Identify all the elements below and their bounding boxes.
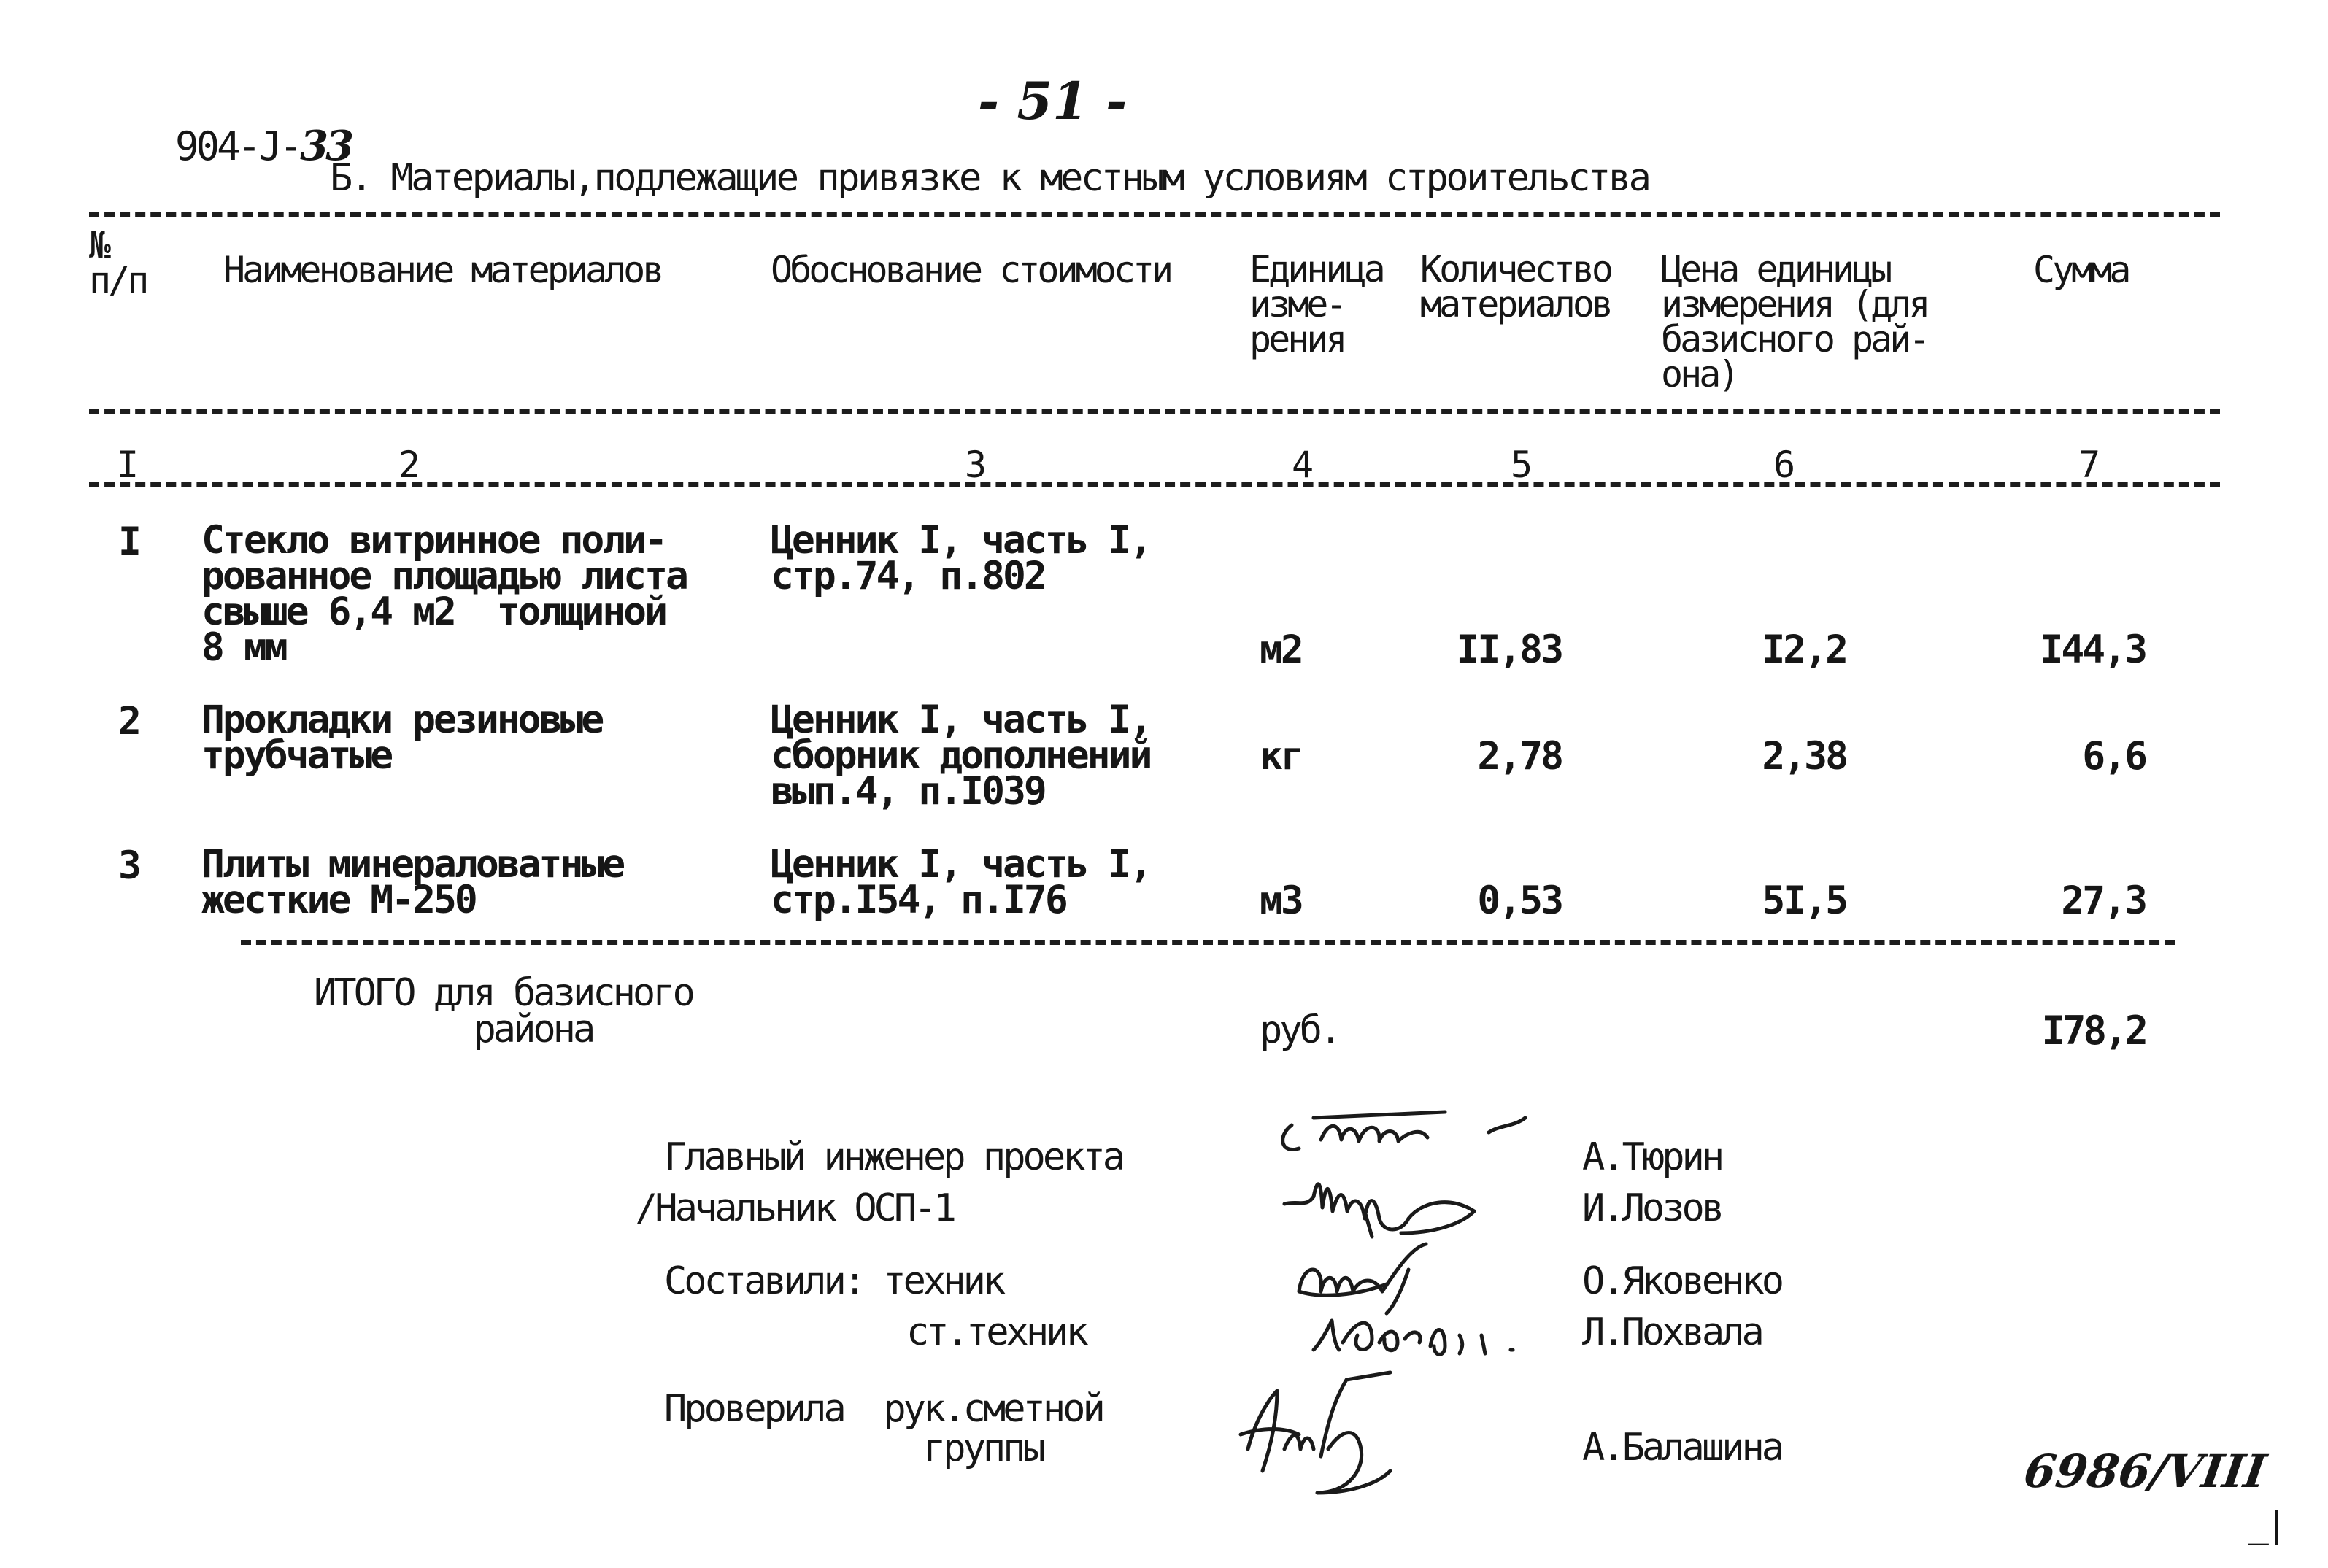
signatory-name: И.Лозов	[1582, 1186, 1722, 1230]
sum: I44,3	[2040, 627, 2146, 672]
section-title: Б. Материалы,подлежащие привязке к местным условиям строительства	[330, 156, 1649, 200]
cost-basis: Ценник I, часть I, стр.I54, п.I76	[771, 842, 1151, 922]
signatory-role: Составили: техник	[664, 1259, 1003, 1303]
doc-code	[92, 86, 351, 206]
col-number-6: 6	[1773, 444, 1793, 486]
col-number-1: I	[117, 444, 136, 486]
signatory-name: Л.Похвала	[1582, 1310, 1762, 1354]
quantity: 0,53	[1477, 878, 1562, 923]
col-number-5: 5	[1511, 444, 1530, 486]
col-header-quantity: Количество материалов	[1420, 248, 1611, 325]
quantity: II,83	[1456, 627, 1562, 672]
signatory-role: ст.техник	[906, 1310, 1086, 1354]
total-label: ИТОГО для базисного района	[314, 971, 693, 1051]
unit: м2	[1260, 627, 1302, 672]
signatory-role: Проверила рук.сметной группы	[664, 1387, 1103, 1470]
signature-lozov	[1277, 1167, 1511, 1240]
signature-turin	[1270, 1103, 1547, 1169]
unit: кг	[1260, 734, 1302, 779]
signatory-role: /Начальник ОСП-1	[635, 1186, 954, 1230]
signature-pokhvala	[1306, 1306, 1525, 1364]
col-number-4: 4	[1292, 444, 1311, 486]
table-top-rule	[89, 212, 2220, 217]
table-bottom-rule	[241, 940, 2175, 945]
col-header-sum: Сумма	[2033, 249, 2129, 291]
material-name: Плиты минераловатные жесткие М-250	[201, 842, 624, 922]
corner-mark: _|	[2248, 1505, 2284, 1545]
signatory-role: Главный инженер проекта	[664, 1135, 1123, 1179]
page-number: - 51 -	[978, 71, 1128, 131]
col-number-2: 2	[398, 444, 418, 486]
row-number: I	[118, 520, 139, 564]
col-number-3: 3	[965, 444, 984, 486]
sum: 6,6	[2082, 734, 2146, 779]
signatory-name: А.Балашина	[1582, 1426, 1782, 1469]
unit: м3	[1260, 878, 1302, 923]
col-header-name: Наименование материалов	[223, 249, 662, 291]
col-header-unit: Единица изме- рения	[1249, 248, 1383, 360]
cost-basis: Ценник I, часть I, сборник дополнений вып.4, п.I039	[771, 698, 1151, 814]
header-bottom-rule	[89, 409, 2220, 414]
signatory-name: А.Тюрин	[1582, 1135, 1722, 1179]
quantity: 2,78	[1477, 734, 1562, 779]
unit-price: 2,38	[1762, 734, 1846, 779]
total-sum: I78,2	[2041, 1008, 2146, 1054]
sum: 27,3	[2061, 878, 2146, 923]
row-number: 3	[118, 843, 139, 888]
material-name: Стекло витринное поли- рованное площадью листа свыше 6,4 м2 толщиной 8 мм	[201, 518, 687, 670]
total-unit: руб.	[1260, 1008, 1340, 1052]
unit-price: 5I,5	[1762, 878, 1846, 923]
col-number-7: 7	[2078, 444, 2098, 486]
col-header-basis: Обоснование стоимости	[771, 249, 1171, 291]
doc-code-prefix: 904-J-	[175, 123, 301, 169]
material-name: Прокладки резиновые трубчатые	[201, 698, 603, 778]
inventory-number: 6986/VIII	[2020, 1445, 2270, 1498]
col-header-price: Цена единицы измерения (для базисного рай- она)	[1661, 248, 1928, 395]
signatory-name: О.Яковенко	[1582, 1259, 1782, 1303]
doc-code-suffix: 33	[300, 122, 352, 170]
row-number: 2	[118, 699, 139, 744]
signature-balashina	[1233, 1369, 1452, 1500]
unit-price: I2,2	[1762, 627, 1846, 672]
col-header-num: № п/п	[89, 224, 147, 301]
cost-basis: Ценник I, часть I, стр.74, п.802	[771, 518, 1151, 598]
